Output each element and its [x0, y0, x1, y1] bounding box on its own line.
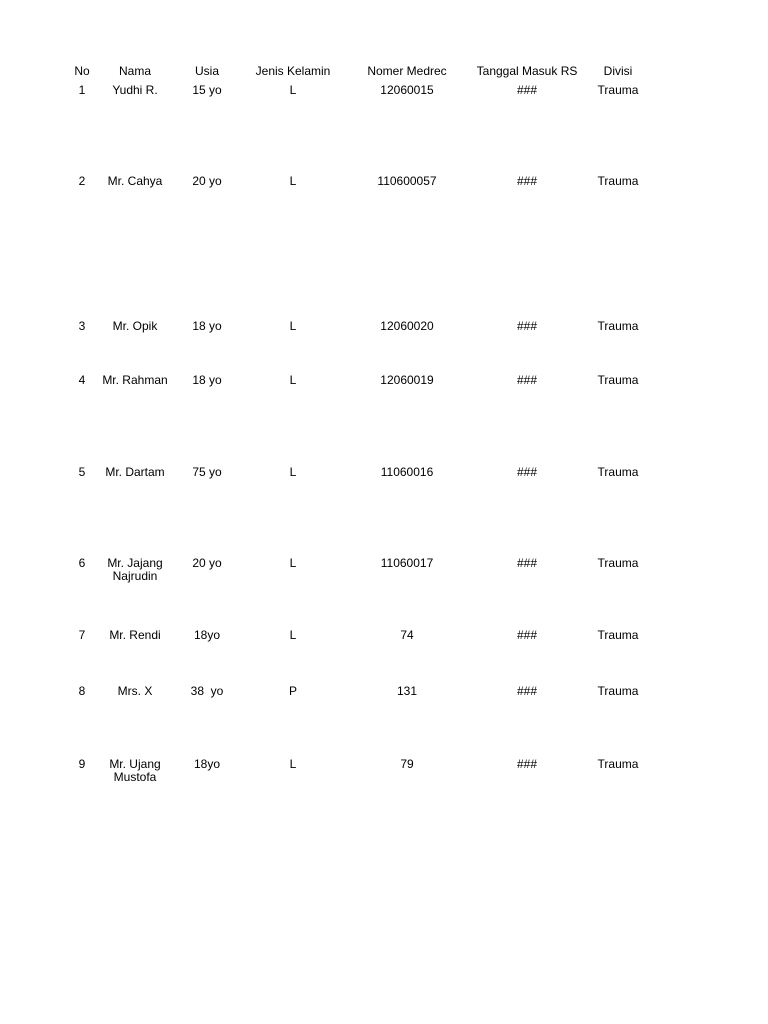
cell-divisi: Trauma [597, 628, 639, 642]
cell-usia: 18 yo [192, 373, 222, 387]
header-divisi: Divisi [603, 64, 633, 78]
cell-nama: Mr. Rahman [102, 373, 168, 387]
cell-usia: 18 yo [192, 319, 222, 333]
cell-divisi: Trauma [597, 83, 639, 97]
cell-divisi: Trauma [597, 757, 639, 771]
cell-jenis-kelamin: L [289, 174, 297, 188]
cell-no: 1 [78, 83, 86, 97]
table-row [0, 175, 768, 205]
cell-nama: Mr. Dartam [105, 465, 165, 479]
cell-nama: Mr. Rendi [109, 628, 161, 642]
table-row [0, 374, 768, 404]
cell-usia: 15 yo [192, 83, 222, 97]
table-row [0, 466, 768, 496]
cell-nomer-medrec: 131 [396, 684, 418, 698]
cell-nama: Mrs. X [117, 684, 153, 698]
cell-no: 5 [78, 465, 86, 479]
cell-jenis-kelamin: P [288, 684, 297, 698]
cell-tanggal-masuk: ### [516, 465, 538, 479]
cell-nomer-medrec: 11060017 [380, 556, 434, 570]
table-row [0, 557, 768, 597]
cell-jenis-kelamin: L [289, 628, 297, 642]
cell-divisi: Trauma [597, 319, 639, 333]
cell-usia: 18yo [193, 757, 221, 771]
cell-nama: Mr. Opik [112, 319, 158, 333]
cell-tanggal-masuk: ### [516, 628, 538, 642]
cell-tanggal-masuk: ### [516, 556, 538, 570]
cell-divisi: Trauma [597, 373, 639, 387]
cell-nomer-medrec: 12060020 [380, 319, 434, 333]
cell-tanggal-masuk: ### [516, 757, 538, 771]
cell-nama: Mr. Cahya [107, 174, 163, 188]
cell-divisi: Trauma [597, 465, 639, 479]
cell-nomer-medrec: 79 [400, 757, 414, 771]
cell-jenis-kelamin: L [289, 319, 297, 333]
header-jenis-kelamin: Jenis Kelamin [255, 64, 331, 78]
cell-usia: 75 yo [192, 465, 222, 479]
cell-nomer-medrec: 74 [400, 628, 414, 642]
header-no: No [74, 64, 90, 78]
header-tanggal-masuk: Tanggal Masuk RS [476, 64, 578, 78]
cell-jenis-kelamin: L [289, 83, 297, 97]
cell-tanggal-masuk: ### [516, 373, 538, 387]
header-nama: Nama [118, 64, 151, 78]
cell-tanggal-masuk: ### [516, 83, 538, 97]
cell-no: 8 [78, 684, 86, 698]
cell-divisi: Trauma [597, 556, 639, 570]
cell-usia: 20 yo [192, 174, 222, 188]
table-row [0, 758, 768, 798]
cell-no: 3 [78, 319, 86, 333]
cell-no: 9 [78, 757, 86, 771]
cell-tanggal-masuk: ### [516, 174, 538, 188]
cell-no: 6 [78, 556, 86, 570]
cell-divisi: Trauma [597, 684, 639, 698]
cell-tanggal-masuk: ### [516, 319, 538, 333]
cell-usia: 20 yo [192, 556, 222, 570]
cell-no: 4 [78, 373, 86, 387]
cell-jenis-kelamin: L [289, 373, 297, 387]
table-row [0, 84, 768, 114]
table-row [0, 320, 768, 350]
table-row [0, 629, 768, 659]
cell-nama: Mr. Jajang Najrudin [107, 556, 163, 583]
cell-no: 7 [78, 628, 86, 642]
cell-no: 2 [78, 174, 86, 188]
cell-usia: 38 yo [190, 684, 224, 698]
cell-nama: Yudhi R. [112, 83, 158, 97]
header-nomer-medrec: Nomer Medrec [367, 64, 447, 78]
cell-nomer-medrec: 11060016 [380, 465, 434, 479]
cell-jenis-kelamin: L [289, 757, 297, 771]
header-usia: Usia [194, 64, 219, 78]
cell-nama: Mr. Ujang Mustofa [109, 757, 161, 784]
table-row [0, 685, 768, 715]
cell-jenis-kelamin: L [289, 556, 297, 570]
cell-jenis-kelamin: L [289, 465, 297, 479]
cell-usia: 18yo [193, 628, 221, 642]
cell-nomer-medrec: 12060015 [380, 83, 434, 97]
cell-tanggal-masuk: ### [516, 684, 538, 698]
cell-nomer-medrec: 12060019 [380, 373, 434, 387]
cell-nomer-medrec: 110600057 [377, 174, 437, 188]
cell-divisi: Trauma [597, 174, 639, 188]
